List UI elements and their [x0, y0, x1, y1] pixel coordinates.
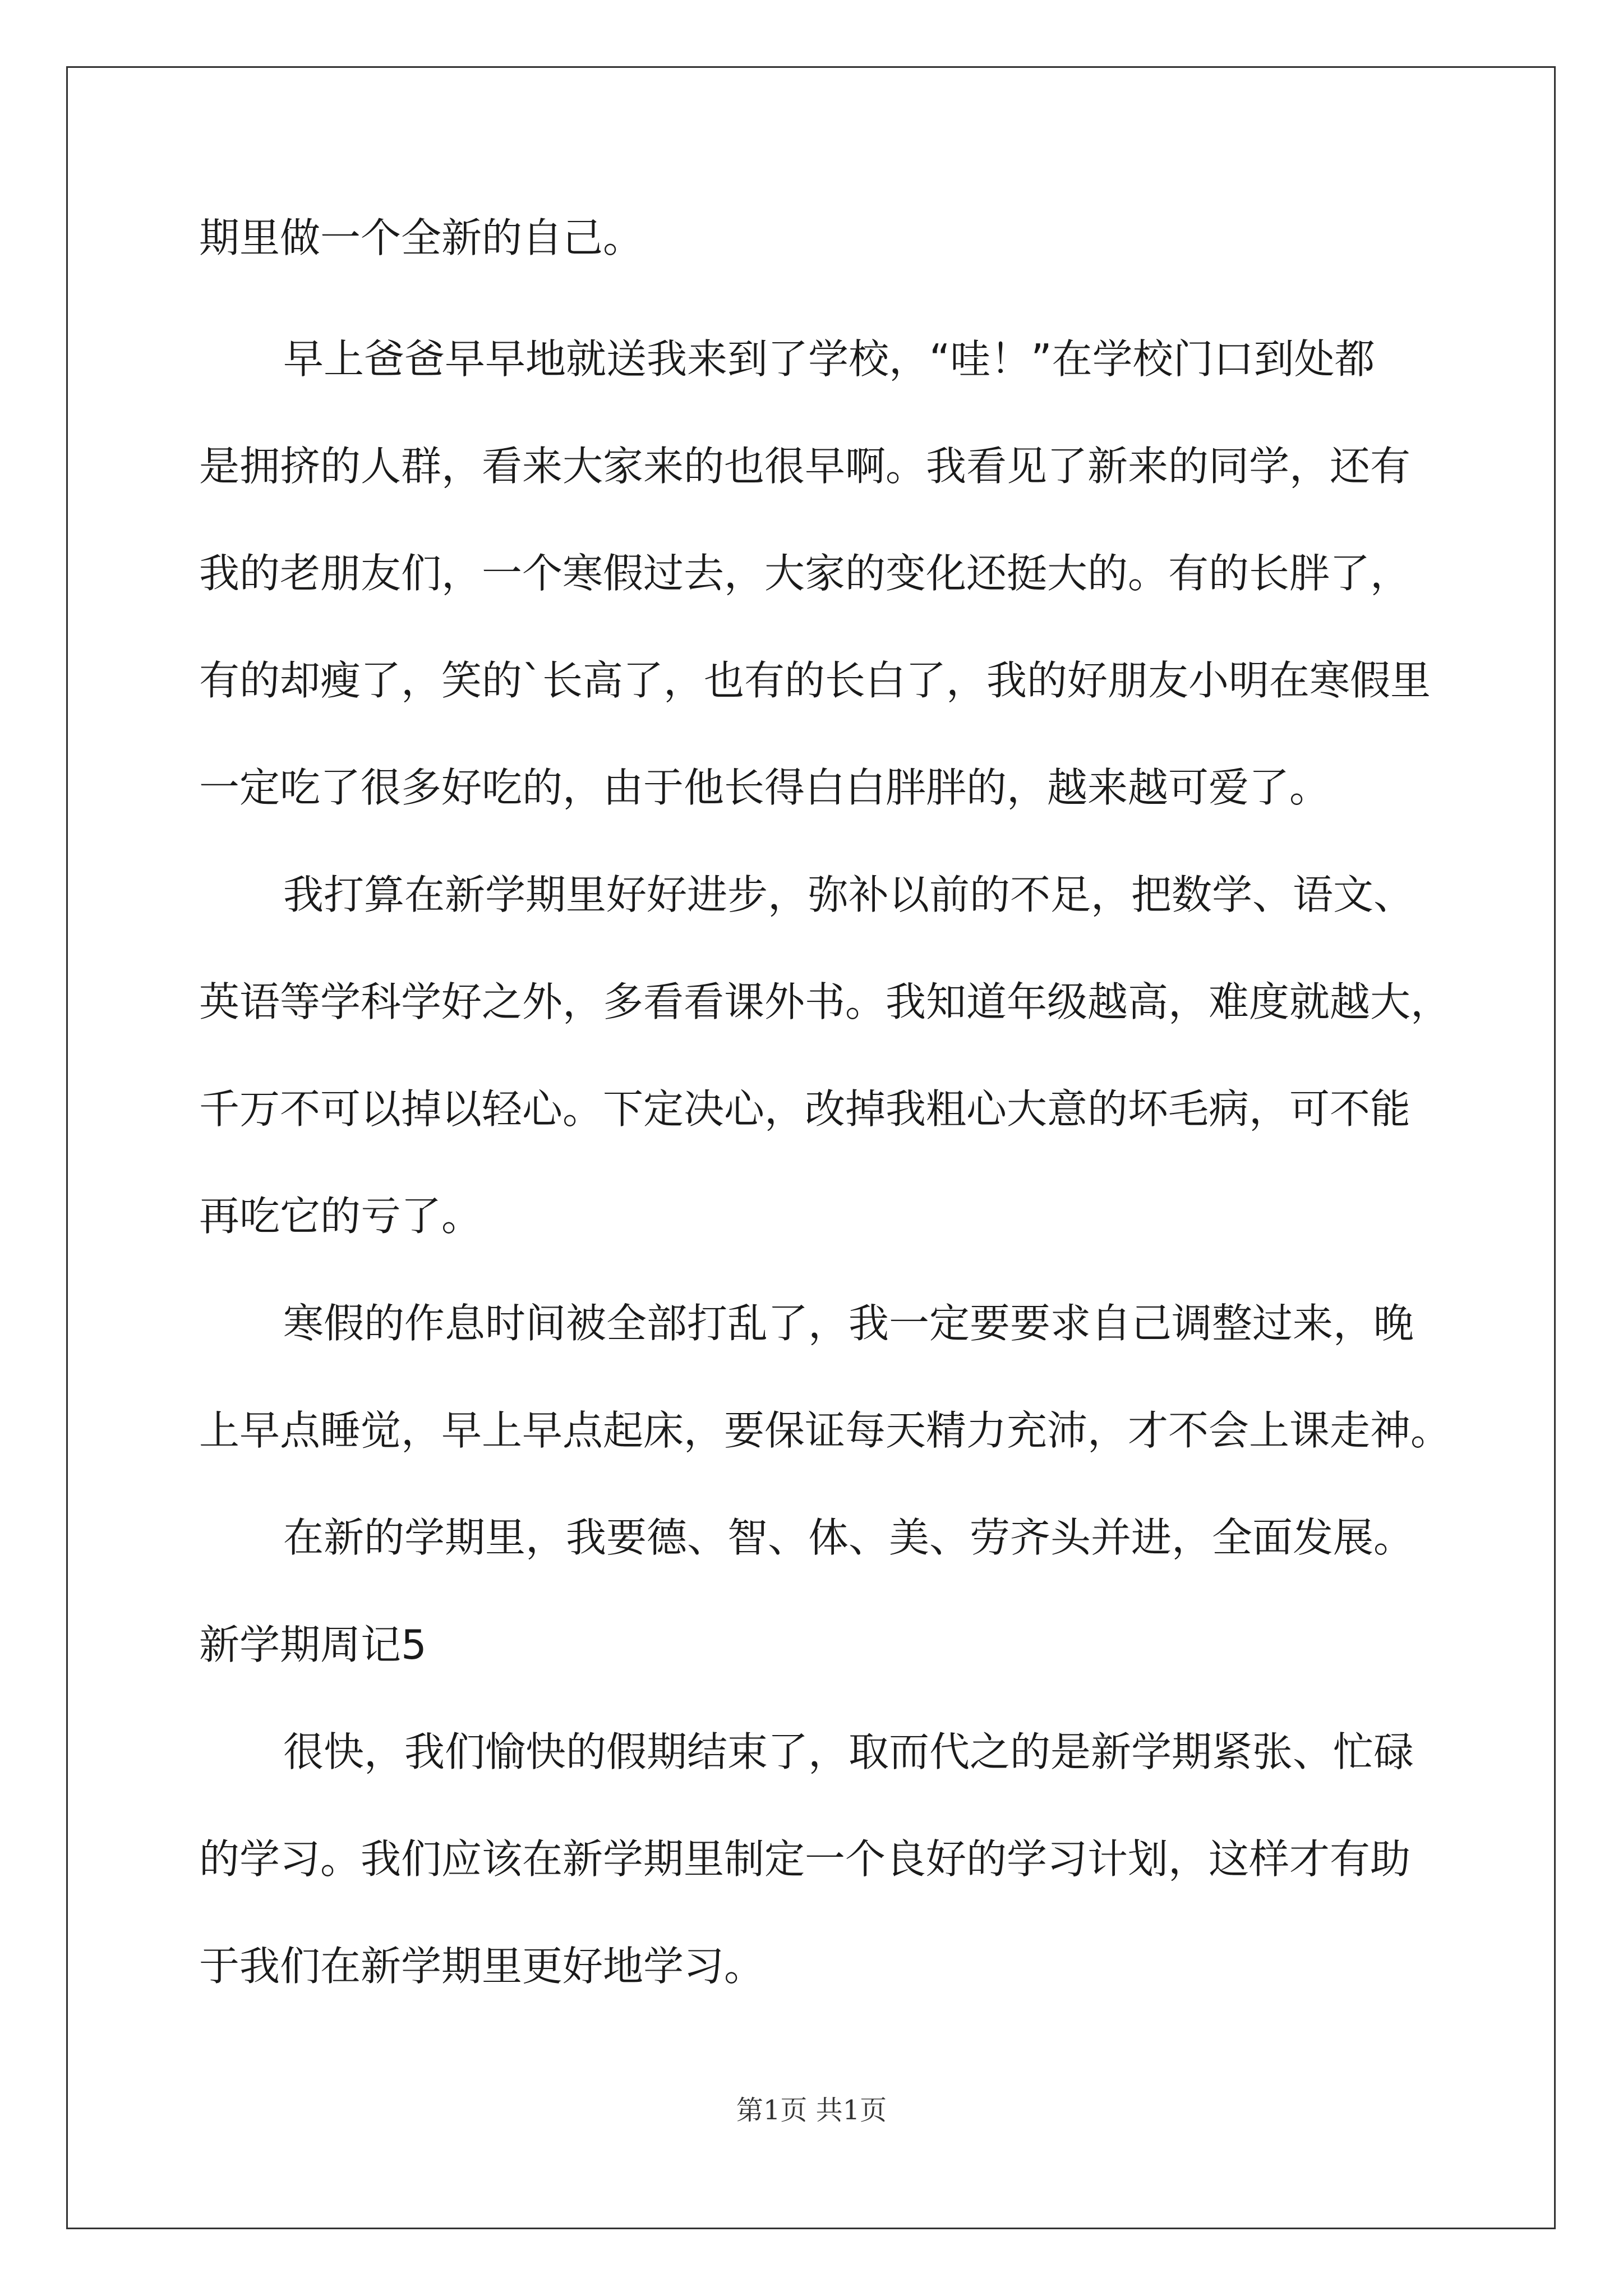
text-line: 千万不可以掉以轻心。下定决心，改掉我粗心大意的坏毛病，可不能	[199, 1085, 1411, 1133]
text-line: 于我们在新学期里更好地学习。	[199, 1943, 765, 1990]
paragraph-start-line: 寒假的作息时间被全部打乱了，我一定要要求自己调整过来，晚	[283, 1300, 1414, 1347]
paragraph-start-line: 很快，我们愉快的假期结束了，取而代之的是新学期紧张、忙碌	[283, 1728, 1414, 1775]
page-border	[66, 66, 1556, 2229]
text-line: 再吃它的亏了。	[199, 1193, 482, 1240]
text-line: 我的老朋友们，一个寒假过去，大家的变化还挺大的。有的长胖了，	[199, 550, 1411, 597]
paragraph-start-line: 我打算在新学期里好好进步，弥补以前的不足，把数学、语文、	[283, 871, 1414, 918]
page-number-footer: 第1页 共1页	[736, 2095, 887, 2126]
paragraph-start-line: 早上爸爸早早地就送我来到了学校，“哇！”在学校门口到处都	[283, 335, 1375, 383]
text-line: 上早点睡觉，早上早点起床，要保证每天精力充沛，才不会上课走神。	[199, 1407, 1451, 1454]
text-line: 有的却瘦了，笑的`长高了，也有的长白了，我的好朋友小明在寒假里	[199, 657, 1431, 704]
text-line: 英语等学科学好之外，多看看课外书。我知道年级越高，难度就越大，	[199, 978, 1451, 1025]
section-heading: 新学期周记5	[199, 1621, 427, 1668]
text-line: 是拥挤的人群，看来大家来的也很早啊。我看见了新来的同学，还有	[199, 443, 1411, 490]
text-line: 期里做一个全新的自己。	[199, 214, 644, 261]
paragraph-start-line: 在新的学期里，我要德、智、体、美、劳齐头并进，全面发展。	[283, 1514, 1414, 1561]
text-line: 的学习。我们应该在新学期里制定一个良好的学习计划，这样才有助	[199, 1835, 1411, 1883]
text-line: 一定吃了很多好吃的，由于他长得白白胖胖的，越来越可爱了。	[199, 764, 1330, 811]
